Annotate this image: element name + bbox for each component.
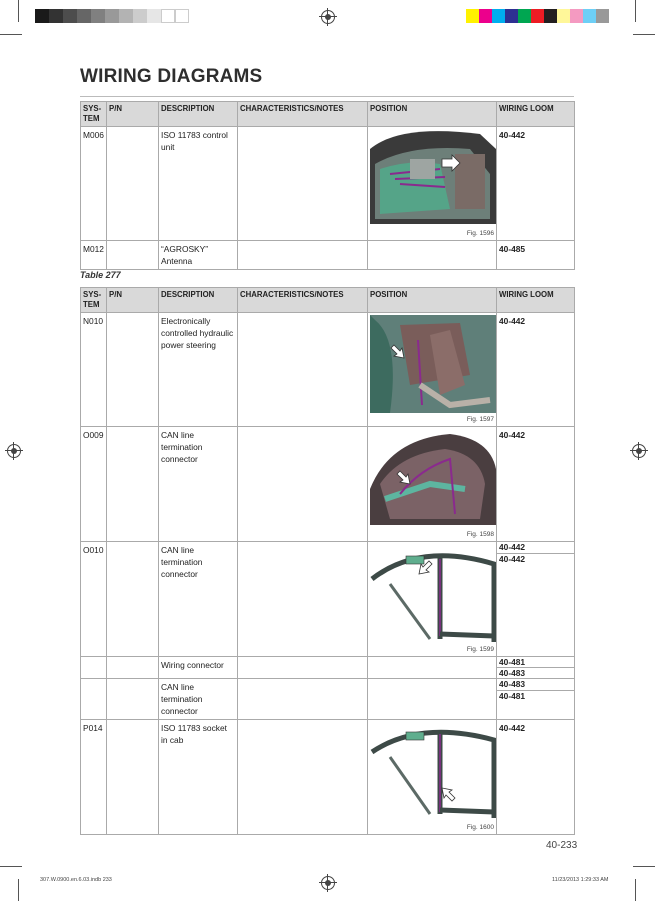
- header-position: POSITION: [368, 102, 497, 127]
- cell-pn: [107, 127, 159, 241]
- figure-image: [370, 544, 496, 642]
- cell-description: ISO 11783 socket in cab: [159, 720, 238, 835]
- wiring-table-1: [80, 101, 575, 270]
- cell-wiring-loom: 40-442: [497, 127, 575, 241]
- figure-caption: Fig. 1600: [466, 824, 494, 831]
- header-system: SYS-TEM: [81, 288, 107, 313]
- cell-wiring-loom: 40-442: [497, 427, 575, 542]
- cell-wiring-loom: 40-442: [497, 720, 575, 835]
- header-system: SYS-TEM: [81, 102, 107, 127]
- cell-system: O010: [81, 542, 107, 657]
- cell-description: CAN line termination connector: [159, 679, 238, 720]
- cell-description: CAN line termination connector: [159, 427, 238, 542]
- header-wiring-loom: WIRING LOOM: [497, 102, 575, 127]
- cell-description: “AGROSKY” Antenna: [159, 241, 238, 270]
- header-description: DESCRIPTION: [159, 288, 238, 313]
- header-pn: P/N: [107, 288, 159, 313]
- table-row: [81, 679, 575, 720]
- cell-description: ISO 11783 control unit: [159, 127, 238, 241]
- cell-notes: [238, 679, 368, 720]
- cell-pn: [107, 313, 159, 427]
- cell-system: O009: [81, 427, 107, 542]
- figure-caption: Fig. 1598: [466, 531, 494, 538]
- cell-system: M006: [81, 127, 107, 241]
- cell-notes: [238, 657, 368, 679]
- figure-caption: Fig. 1597: [466, 416, 494, 423]
- figure-image: [370, 429, 496, 525]
- table-row: [81, 427, 575, 542]
- registration-mark-bottom: [321, 876, 335, 890]
- figure-caption: Fig. 1596: [466, 230, 494, 237]
- cell-notes: [238, 241, 368, 270]
- header-description: DESCRIPTION: [159, 102, 238, 127]
- header-pn: P/N: [107, 102, 159, 127]
- registration-mark-right: [632, 444, 646, 458]
- wiring-table-2: [80, 287, 575, 835]
- cell-wiring-loom: 40-442: [497, 313, 575, 427]
- cell-position: [368, 657, 497, 679]
- figure-image: [370, 315, 496, 413]
- table-row: [81, 313, 575, 427]
- table-caption: Table 277: [80, 270, 121, 280]
- cell-position: [368, 542, 497, 657]
- cell-pn: [107, 427, 159, 542]
- cell-system: [81, 679, 107, 720]
- header-notes: CHARACTERISTICS/NOTES: [238, 288, 368, 313]
- cell-pn: [107, 657, 159, 679]
- table-row: [81, 657, 575, 679]
- table-header-row: [81, 288, 575, 313]
- loom-value: 40-442: [497, 553, 574, 565]
- table-row: [81, 127, 575, 241]
- loom-value: 40-442: [499, 542, 526, 552]
- registration-mark-top: [321, 10, 335, 24]
- table-row: [81, 542, 575, 657]
- cell-notes: [238, 127, 368, 241]
- page-number: 40-233: [546, 840, 578, 851]
- footer-timestamp: 11/23/2013 1:29:33 AM: [552, 877, 609, 883]
- cell-notes: [238, 427, 368, 542]
- cell-position: [368, 720, 497, 835]
- footer-file-info: 307.W.0900.en.6.03.indb 233: [40, 877, 112, 883]
- cell-notes: [238, 313, 368, 427]
- cell-position: [368, 241, 497, 270]
- cell-wiring-loom: 40-485: [497, 241, 575, 270]
- page-title: WIRING DIAGRAMS: [80, 66, 263, 87]
- loom-value: 40-483: [497, 667, 574, 678]
- title-rule: [80, 96, 574, 97]
- header-notes: CHARACTERISTICS/NOTES: [238, 102, 368, 127]
- table-row: [81, 720, 575, 835]
- loom-value: 40-483: [499, 679, 526, 689]
- figure-image: [370, 129, 496, 224]
- header-wiring-loom: WIRING LOOM: [497, 288, 575, 313]
- cell-position: [368, 427, 497, 542]
- cell-pn: [107, 542, 159, 657]
- cell-position: [368, 127, 497, 241]
- cell-description: CAN line termination connector: [159, 542, 238, 657]
- cell-notes: [238, 720, 368, 835]
- cell-system: N010: [81, 313, 107, 427]
- cell-notes: [238, 542, 368, 657]
- cell-wiring-loom: [497, 542, 575, 657]
- cell-system: P014: [81, 720, 107, 835]
- cell-pn: [107, 241, 159, 270]
- cell-wiring-loom: [497, 657, 575, 679]
- table-header-row: [81, 102, 575, 127]
- figure-caption: Fig. 1599: [466, 646, 494, 653]
- figure-image: [370, 722, 496, 818]
- cell-position: [368, 313, 497, 427]
- cell-description: Electronically controlled hydraulic power steering: [159, 313, 238, 427]
- cell-pn: [107, 679, 159, 720]
- cell-description: Wiring connector: [159, 657, 238, 679]
- cell-system: M012: [81, 241, 107, 270]
- cell-system: [81, 657, 107, 679]
- registration-mark-left: [7, 444, 21, 458]
- loom-value: 40-481: [499, 657, 526, 667]
- table-row: [81, 241, 575, 270]
- cell-pn: [107, 720, 159, 835]
- cell-wiring-loom: [497, 679, 575, 720]
- header-position: POSITION: [368, 288, 497, 313]
- cell-position: [368, 679, 497, 720]
- loom-value: 40-481: [497, 690, 574, 702]
